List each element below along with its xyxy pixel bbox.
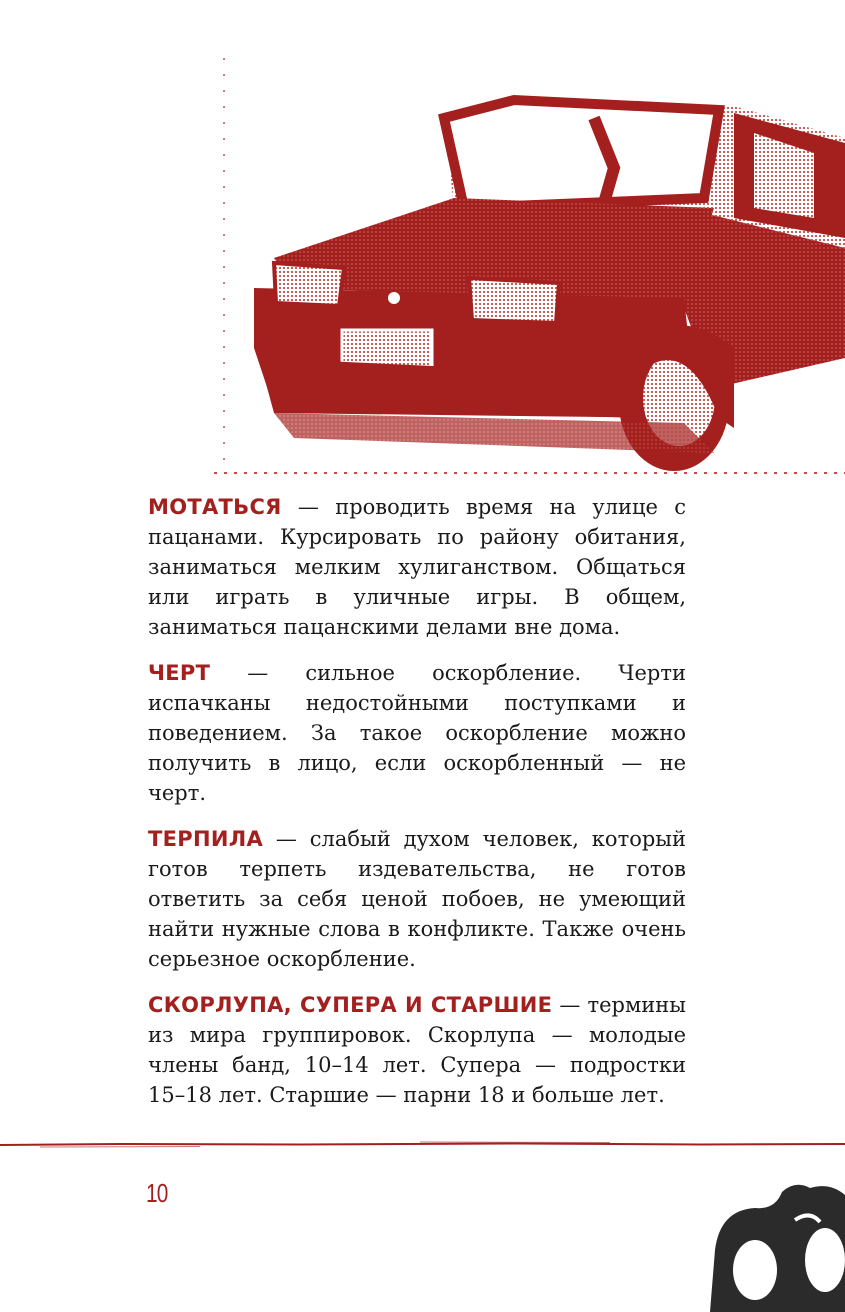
entry-chert [148,658,686,808]
entry-definition: термины из мира группировок. Скорлупа — молодые члены банд, 10–14 лет. Супера — подростки 15–18 лет. Старшие — парни 18 и больше лет. [148,993,686,1107]
page-number: 10 [146,1178,168,1208]
entry-definition: сильное оскорбление. Черти испачканы недостойными поступками и поведением. За такое оскорбление можно получить в лицо, если оскорбленный — не черт. [148,661,686,805]
entry-skorlupa [148,990,686,1110]
brass-knuckles-icon [700,1180,845,1312]
car-illustration [214,58,845,480]
entry-dash: — [210,661,306,685]
footer-divider [0,1138,845,1150]
entry-dash: — [281,495,336,519]
entry-definition: слабый духом человек, который готов терпеть издевательства, не готов ответить за себя ценой побоев, не умеющий найти нужные слова в конфликте. Также очень серьезное оскорбление. [148,827,686,971]
dictionary-text [148,492,686,1126]
entry-term: ТЕРПИЛА [148,827,264,851]
entry-dash: — [263,827,310,851]
entry-motatsya [148,492,686,642]
entry-terpila [148,824,686,974]
entry-term: ЧЕРТ [148,661,211,685]
entry-term: МОТАТЬСЯ [148,495,282,519]
entry-term: СКОРЛУПА, СУПЕРА И СТАРШИЕ [148,993,553,1017]
entry-definition: проводить время на улице с пацанами. Курсировать по району обитания, заниматься мелким хулиганством. Общаться или играть в уличные игры. В общем, заниматься пацанскими делами вне дома. [148,495,687,639]
entry-dash: — [552,993,588,1017]
